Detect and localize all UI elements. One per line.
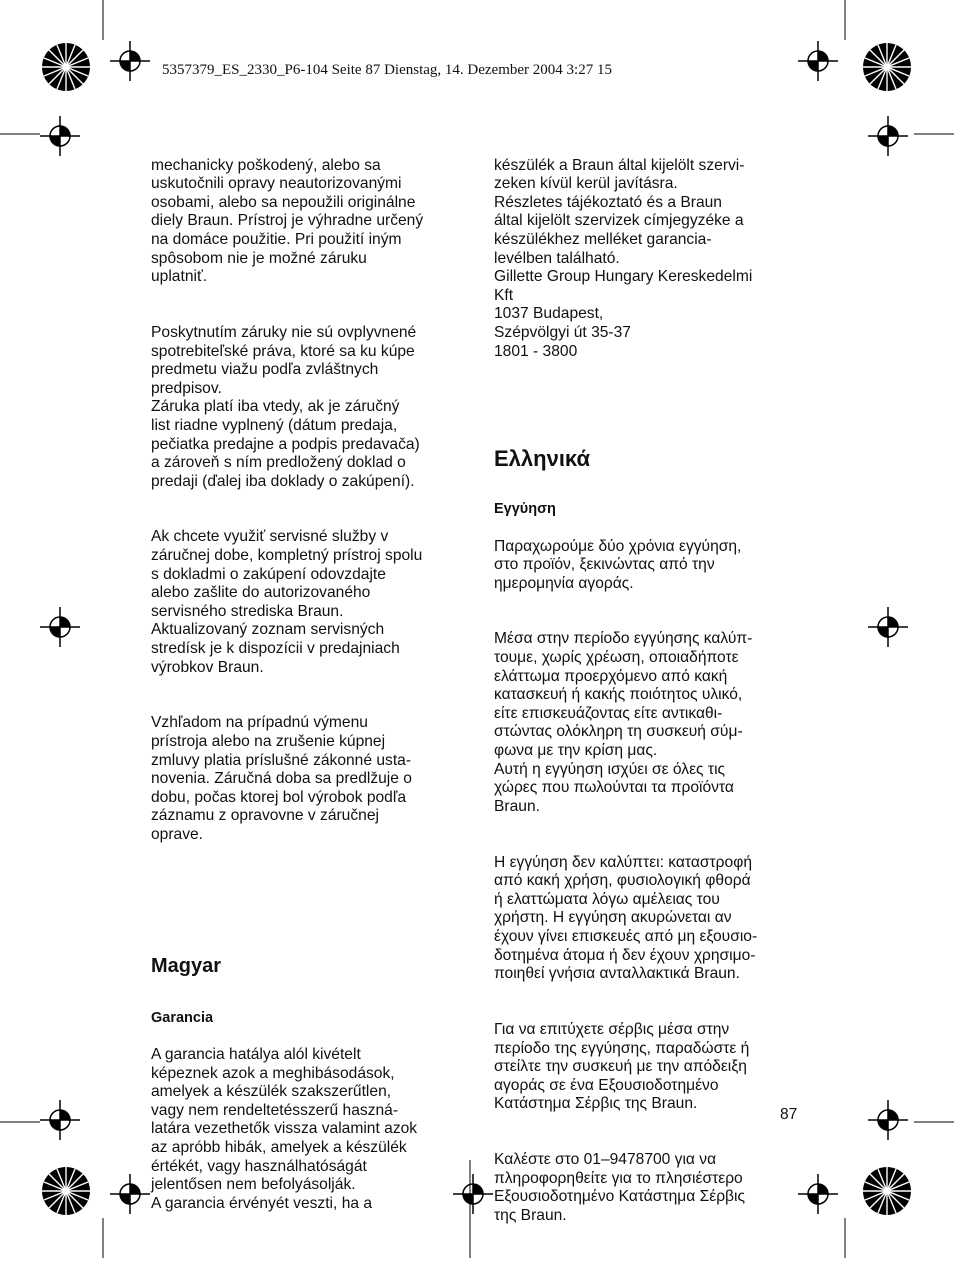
sk-paragraph-1: mechanicky poškodený, alebo sa uskutočnili opravy neautorizovanými osobami, alebo sa nepoužili originálne diely Braun. Prístroj je výhradne určený na domáce použitie. Pri použití iným spôsobom nie je možné záruku uplatniť.: [151, 156, 424, 286]
page-number: 87: [780, 1106, 798, 1123]
gr-paragraph-5: Καλέστε στο 01–9478700 για να πληροφορηθείτε για το πλησιέστερο Εξουσιοδοτημένο Κατάστημα Σέρβις της Braun.: [494, 1151, 746, 1224]
gr-heading: Ελληνικά: [494, 445, 590, 471]
gr-paragraph-2: Μέσα στην περίοδο εγγύησης καλύπ- τουμε, χωρίς χρέωση, οποιαδήποτε ελάττωμα προερχόμενο από κακή κατασκευή ή κακής ποιότητος υλικό, είτε επισκευάζοντας είτε αντικαθι- στώντας ολόκληρη τη συσκευή σύμ- φωνα με την κρίση μας. Αυτή η εγγύηση ισχύει σε όλες τις χώρες που πωλούνται τα προϊόντα Braun.: [494, 630, 753, 815]
hu-paragraph-left: A garancia hatálya alól kivételt képeznek azok a meghibásodások, amelyek a készülék szakszerűtlen, vagy nem rendeltetésszerű haszná- latára vezethetők vissza valamint azok az apróbb hibák, amelyek a készülék értékét, vagy használhatóságát jelentősen nem befolyásolják. A garancia érvényét veszti, ha a: [151, 1045, 418, 1212]
sk-paragraph-3: Ak chcete využiť servisné služby v záručnej dobe, kompletný prístroj spolu s dokladmi o zakúpení odovzdajte alebo zašlite do autorizovaného servisného strediska Braun. Aktualizovaný zoznam servisných stredísk je k dispozícii v predajniach výrobkov Braun.: [151, 528, 423, 676]
print-header: 5357379_ES_2330_P6-104 Seite 87 Dienstag, 14. Dezember 2004 3:27 15: [162, 62, 612, 78]
gr-subheading: Εγγύηση: [494, 501, 556, 518]
gr-paragraph-3: Η εγγύηση δεν καλύπτει: καταστροφή από κακή χρήση, φυσιολογική φθορά ή ελαττώματα λόγω αμέλειας του χρήστη. Η εγγύηση ακυρώνεται αν έχουν γίνει επισκευές από μη εξουσιο- δοτημένα άτομα ή δεν έχουν χρησιμο- ποιηθεί γνήσια ανταλλακτικά Braun.: [494, 853, 758, 983]
left-column: [151, 138, 461, 1250]
gr-paragraph-4: Για να επιτύχετε σέρβις μέσα στην περίοδο της εγγύησης, παραδώστε ή στείλτε την συσκευή με την απόδειξη αγοράς σε ένα Εξουσιοδοτημένο Κατάστημα Σέρβις της Braun.: [494, 1020, 750, 1113]
sk-paragraph-2: Poskytnutím záruky nie sú ovplyvnené spotrebiteľské práva, ktoré sa ku kúpe predmetu viažu podľa zvláštnych predpisov. Záruka platí iba vtedy, ak je záručný list riadne vyplnený (dátum predaja, pečiatka predajne a podpis predavača) a zároveň s ním predložený doklad o predaji (ďalej iba doklady o zakúpení).: [151, 323, 420, 490]
hu-subheading: Garancia: [151, 1009, 214, 1026]
sk-paragraph-4: Vzhľadom na prípadnú výmenu prístroja alebo na zrušenie kúpnej zmluvy platia príslušné zákonné usta- novenia. Záručná doba sa predlžuje o dobu, počas ktorej bol výrobok podľa záznamu z opravovne v záručnej oprave.: [151, 714, 412, 843]
gr-paragraph-1: Παραχωρούμε δύο χρόνια εγγύηση, στο προϊόν, ξεκινώντας από την ημερομηνία αγοράς.: [494, 537, 742, 592]
right-column: [494, 138, 814, 1263]
hu-heading: Magyar: [151, 955, 222, 978]
hu-paragraph-right: készülék a Braun által kijelölt szervi- zeken kívül kerül javításra. Részletes tájékoztató és a Braun által kijelölt szervizek címjegyzéke a készülékhez melléket garancia- levélben található. Gillette Group Hungary Kereskedelmi Kft 1037 Budapest, Szépvölgyi út 35-37 1801 - 3800: [494, 156, 753, 360]
